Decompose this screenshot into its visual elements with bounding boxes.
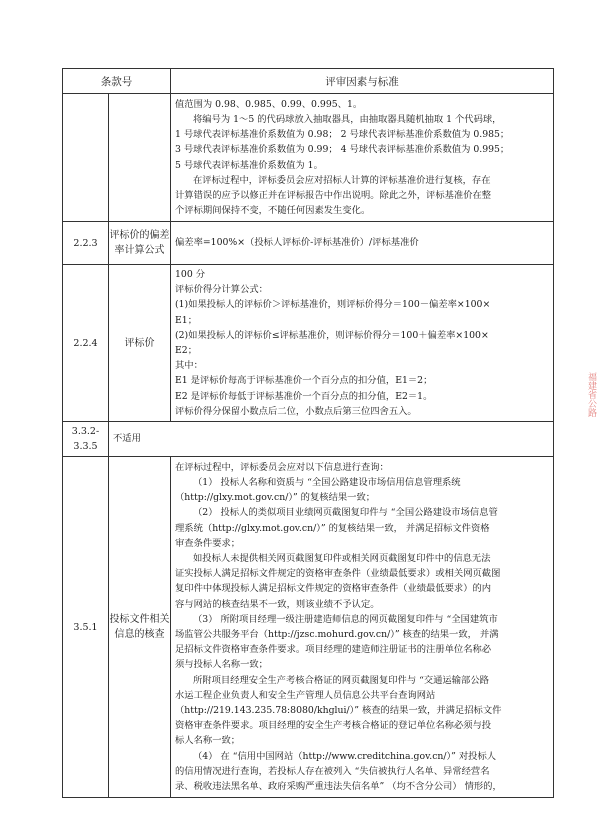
text-line: （1） 投标人名称和资质与 “全国公路建设市场信用信息管理系统 — [193, 476, 461, 488]
text-line: 值范围为 0.98、0.985、0.99、0.995、1。 — [175, 98, 363, 110]
text-line: （http://glxy.mot.gov.cn/）” 的复核结果一致； — [175, 492, 376, 504]
text-line: 容与网站的核查结果不一致，则该业绩不予认定。 — [175, 598, 380, 610]
table-row — [63, 222, 554, 265]
clause-name-cell — [109, 94, 171, 222]
criteria-content: 偏差率=100%×（投标人评标价-评标基准价）/评标基准价 — [171, 222, 554, 265]
text-line: （3） 所附项目经理一级注册建造师信息的网页截图复印件与 “全国建筑市 — [193, 613, 498, 625]
text-line: 计算错误的应予以修正并在评标报告中作出说明。除此之外，评标基准价在整 — [175, 189, 492, 201]
text-line: E2 是评标价每低于评标基准价一个百分点的扣分值，E2＝1。 — [175, 390, 433, 402]
text-line: （2） 投标人的类似项目业绩网页截图复印件与 “全国公路建设市场信息管 — [193, 507, 498, 519]
table-row — [63, 265, 554, 422]
text-line: 足招标文件资格审查条件要求。项目经理的建造师注册证书的注册单位名称必 — [175, 644, 492, 656]
text-line: 3 号球代表评标基准价系数值为 0.99； 4 号球代表评标基准价系数值为 0.995； — [175, 144, 510, 156]
clause-name: 投标文件相关信息的核查 — [109, 457, 171, 798]
table-header-row — [63, 69, 554, 94]
clause-number — [63, 422, 109, 457]
clause-number: 2.2.3 — [63, 222, 109, 265]
text-line: 场监管公共服务平台（http://jzsc.mohurd.gov.cn/）” 核查的结果一致， 并满 — [175, 629, 499, 640]
text-line: E1 是评标价每高于评标基准价一个百分点的扣分值，E1＝2； — [175, 375, 433, 387]
table-row — [63, 422, 554, 457]
text-line: 资格审查条件要求。项目经理的安全生产考核合格证的登记单位名称必须与投 — [175, 720, 492, 732]
text-line: 理系统（http://glxy.mot.gov.cn/）” 的复核结果一致， 并满足招标文件资格 — [175, 522, 490, 534]
text-line: 如投标人未提供相关网页截图复印件或相关网页截图复印件中的信息无法 — [193, 552, 491, 564]
text-line: 录、税收违法黑名单、政府采购严重违法失信名单” （均不含分公司） 情形的， — [175, 781, 502, 793]
seal-stamp: 福建省公路 — [586, 372, 596, 417]
text-line: (2)如果投标人的评标价≤评标基准价，则评标价得分＝100＋偏差率×100× — [175, 329, 489, 341]
text-line: 审查条件要求； — [175, 537, 241, 549]
text-line: 评标价得分保留小数点后二位，小数点后第三位四舍五入。 — [175, 405, 417, 417]
text-line: E1； — [175, 314, 197, 326]
clause-name: 评标价的偏差率计算公式 — [109, 222, 171, 265]
text-line: 标人名称一致； — [175, 735, 241, 747]
clause-name: 评标价 — [109, 265, 171, 422]
criteria-content — [171, 265, 554, 422]
header-clause-no: 条款号 — [63, 69, 171, 94]
text-line: 1 号球代表评标基准价系数值为 0.98； 2 号球代表评标基准价系数值为 0.985； — [175, 129, 510, 141]
text-line: 证实投标人满足招标文件规定的资格审查条件（业绩最低要求）或相关网页截图 — [175, 568, 501, 580]
text-line: 5 号球代表评标基准价系数值为 1。 — [175, 159, 323, 171]
criteria-content — [171, 94, 554, 222]
clause-number-start: 3.3.2- — [71, 426, 100, 437]
text-line: 其中： — [175, 360, 203, 372]
table-row — [63, 457, 554, 798]
text-line: （4） 在 “信用中国网站（http://www.creditchina.gov.cn/）” 对投标人 — [193, 750, 497, 762]
table-row — [63, 94, 554, 222]
clause-number-cell — [63, 94, 109, 222]
clause-number: 3.5.1 — [63, 457, 109, 798]
text-line: 在评标过程中，评标委员会应对招标人计算的评标基准价进行复核，存在 — [193, 174, 491, 186]
text-line: 复印件中体现投标人满足招标文件规定的资格审查条件（业绩最低要求）的内 — [175, 583, 492, 595]
text-line: 个评标期间保持不变，不随任何因素发生变化。 — [175, 205, 371, 217]
text-line: 100 分 — [175, 268, 205, 280]
header-criteria: 评审因素与标准 — [171, 69, 554, 94]
text-line: （http://219.143.235.78:8080/khglui/）” 核查的结果一致，并满足招标文件 — [175, 705, 502, 717]
text-line: (1)如果投标人的评标价＞评标基准价，则评标价得分＝100－偏差率×100× — [175, 299, 491, 311]
text-line: 在评标过程中，评标委员会应对以下信息进行查询： — [175, 461, 389, 473]
text-line: 的信用情况进行查询，若投标人存在被列入 “失信被执行人名单、异常经营名 — [175, 765, 490, 777]
text-line: 评标价得分计算公式： — [175, 284, 268, 296]
clause-number-end: 3.3.5 — [73, 441, 98, 452]
criteria-content: 不适用 — [109, 422, 554, 457]
text-line: 水运工程企业负责人和安全生产管理人员信息公共平台查询网站 — [175, 689, 436, 701]
criteria-content — [171, 457, 554, 798]
clause-number: 2.2.4 — [63, 265, 109, 422]
text-line: E2； — [175, 345, 197, 356]
text-line: 将编号为 1～5 的代码球放入抽取器具，由抽取器具随机抽取 1 个代码球， — [193, 113, 502, 125]
text-line: 所附项目经理安全生产考核合格证的网页截图复印件与 “交通运输部公路 — [193, 674, 489, 686]
evaluation-criteria-table — [62, 68, 554, 798]
text-line: 须与投标人名称一致； — [175, 659, 268, 671]
